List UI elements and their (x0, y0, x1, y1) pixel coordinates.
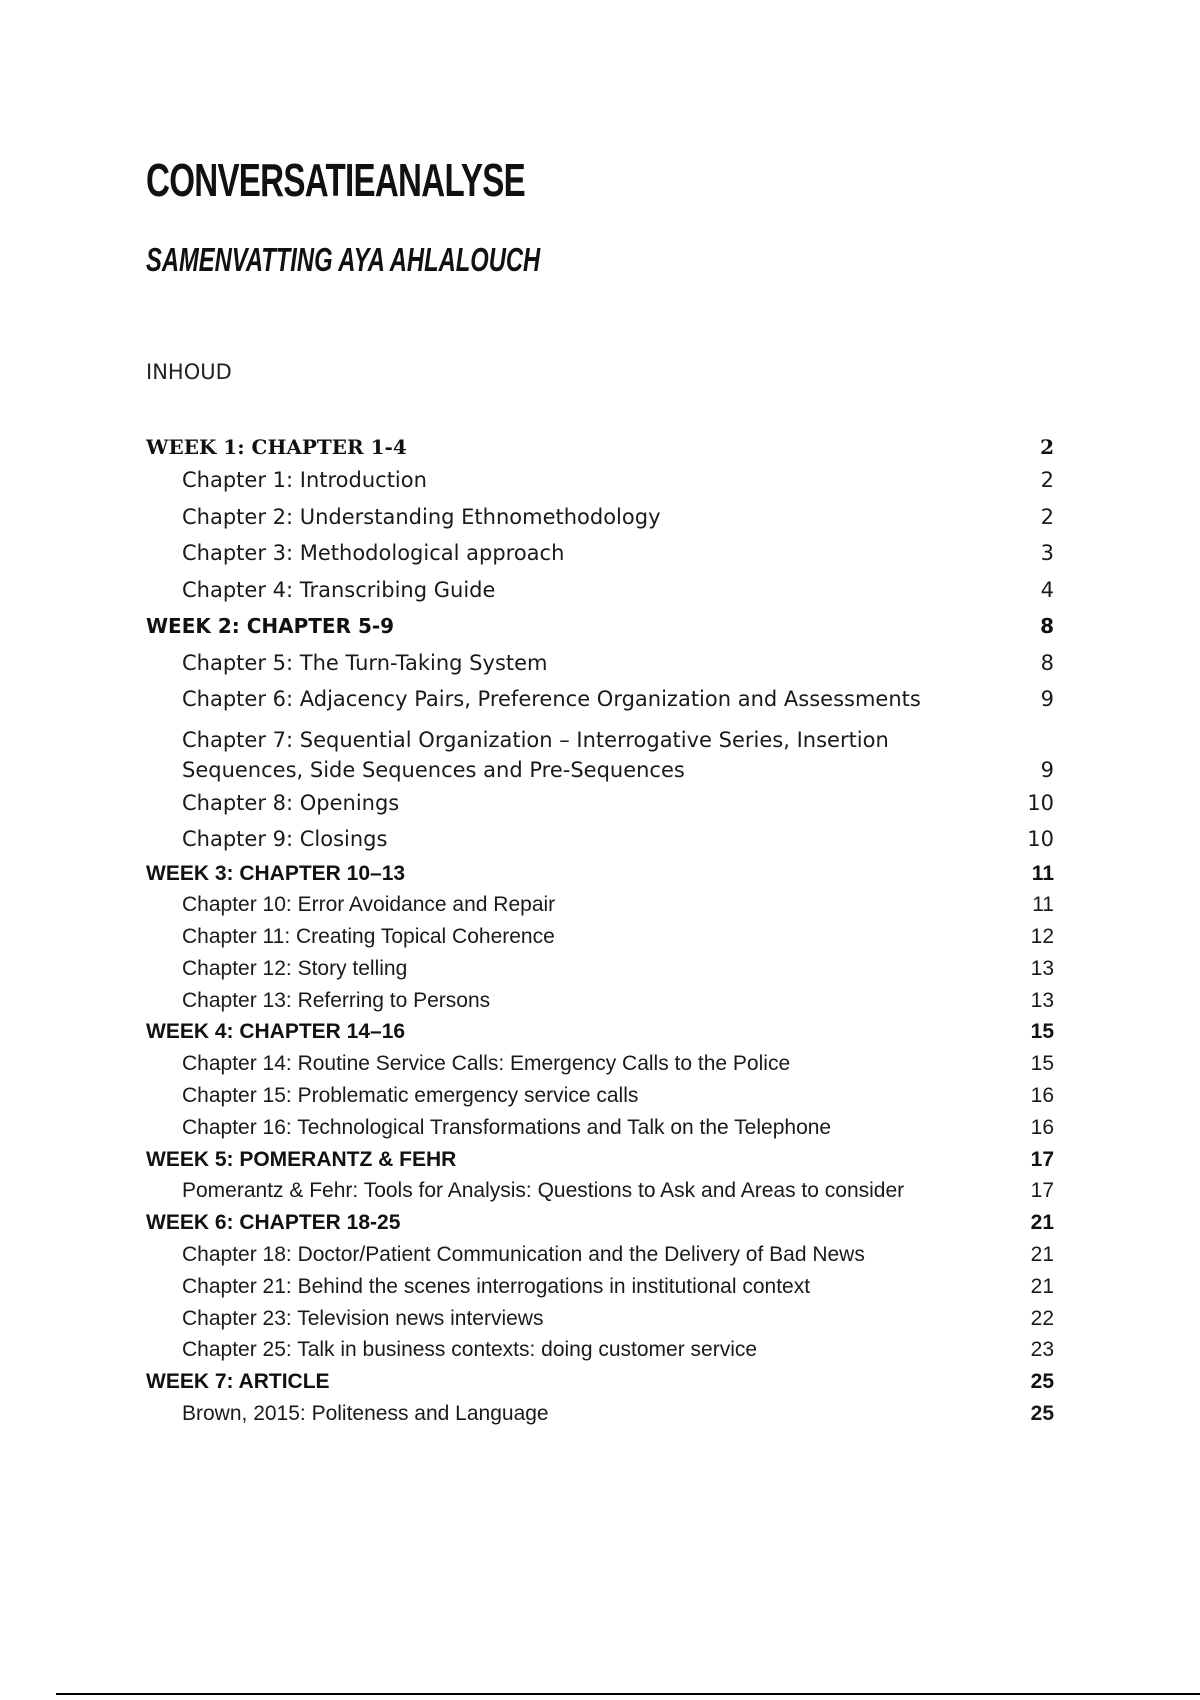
toc-brown-2015[interactable] (146, 1398, 1054, 1430)
toc-chapter-2[interactable] (146, 499, 1054, 536)
toc-week-6[interactable] (146, 1207, 1054, 1239)
toc-entry-label: Chapter 3: Methodological approach (182, 541, 565, 565)
table-of-contents (146, 433, 1054, 1430)
toc-chapter-12[interactable] (146, 953, 1054, 985)
toc-chapter-7[interactable] (146, 718, 1054, 785)
toc-page-number: 9 (1040, 687, 1054, 711)
toc-entry-label: WEEK 6: CHAPTER 18-25 (146, 1211, 401, 1235)
toc-entry-label: Chapter 6: Adjacency Pairs, Preference Organization and Assessments (182, 687, 921, 711)
toc-page-number: 15 (1030, 1020, 1054, 1044)
toc-entry-label: Chapter 13: Referring to Persons (182, 988, 491, 1012)
toc-entry-label: Chapter 15: Problematic emergency service calls (182, 1084, 639, 1108)
toc-week-5[interactable] (146, 1144, 1054, 1176)
toc-entry-label: Chapter 16: Technological Transformations and Talk on the Telephone (182, 1115, 832, 1139)
toc-chapter-8[interactable] (146, 785, 1054, 822)
toc-page-number: 22 (1030, 1306, 1054, 1330)
toc-page-number: 16 (1030, 1115, 1054, 1139)
toc-entry-label: Chapter 5: The Turn-Taking System (182, 650, 548, 675)
toc-chapter-4[interactable] (146, 572, 1054, 609)
toc-page-number: 15 (1030, 1052, 1054, 1076)
toc-page-number: 25 (1030, 1370, 1054, 1394)
toc-entry-label: WEEK 5: POMERANTZ & FEHR (146, 1147, 457, 1171)
toc-page-number: 17 (1030, 1179, 1054, 1203)
page-bottom-rule (56, 1693, 1200, 1695)
toc-chapter-23[interactable] (146, 1303, 1054, 1335)
toc-chapter-11[interactable] (146, 921, 1054, 953)
toc-chapter-25[interactable] (146, 1334, 1054, 1366)
toc-chapter-9[interactable] (146, 821, 1054, 858)
toc-page-number: 21 (1030, 1243, 1054, 1267)
toc-entry-label: WEEK 1: CHAPTER 1-4 (146, 435, 407, 459)
toc-page-number: 2 (1040, 504, 1054, 529)
toc-chapter-6[interactable] (146, 681, 1054, 718)
toc-page-number: 13 (1030, 988, 1054, 1012)
toc-page-number: 8 (1040, 614, 1054, 638)
toc-entry-label: Chapter 18: Doctor/Patient Communication and the Delivery of Bad News (182, 1243, 865, 1267)
toc-entry-label: Chapter 14: Routine Service Calls: Emergency Calls to the Police (182, 1052, 791, 1076)
toc-chapter-15[interactable] (146, 1080, 1054, 1112)
toc-page-number: 11 (1031, 861, 1054, 885)
toc-entry-label: Brown, 2015: Politeness and Language (182, 1402, 549, 1426)
toc-entry-label: Chapter 9: Closings (182, 827, 388, 851)
toc-chapter-10[interactable] (146, 889, 1054, 921)
toc-page-number: 2 (1040, 435, 1054, 459)
toc-chapter-21[interactable] (146, 1271, 1054, 1303)
toc-pomerantz-fehr[interactable] (146, 1175, 1054, 1207)
toc-chapter-14[interactable] (146, 1048, 1054, 1080)
toc-page-number: 11 (1032, 893, 1054, 917)
toc-page-number: 21 (1030, 1274, 1054, 1298)
toc-entry-label: Chapter 10: Error Avoidance and Repair (182, 893, 556, 917)
toc-entry-label: WEEK 2: CHAPTER 5-9 (146, 614, 395, 638)
document-title: CONVERSATIEANALYSE (146, 154, 526, 206)
toc-entry-label: WEEK 7: ARTICLE (146, 1370, 330, 1394)
toc-entry-label: Chapter 1: Introduction (182, 468, 427, 492)
toc-page-number: 4 (1040, 577, 1054, 602)
toc-entry-label: Chapter 8: Openings (182, 790, 400, 815)
toc-entry-label: Chapter 12: Story telling (182, 956, 408, 980)
toc-week-4[interactable] (146, 1016, 1054, 1048)
toc-chapter-16[interactable] (146, 1112, 1054, 1144)
toc-week-3[interactable] (146, 858, 1054, 890)
toc-entry-label: Chapter 2: Understanding Ethnomethodology (182, 504, 661, 529)
toc-page-number: 10 (1027, 790, 1054, 815)
toc-page-number: 12 (1030, 925, 1054, 949)
toc-chapter-18[interactable] (146, 1239, 1054, 1271)
toc-page-number: 8 (1040, 650, 1054, 675)
toc-chapter-3[interactable] (146, 535, 1054, 572)
toc-entry-label: Chapter 25: Talk in business contexts: doing customer service (182, 1338, 758, 1362)
toc-entry-label: Chapter 21: Behind the scenes interrogations in institutional context (182, 1274, 811, 1298)
toc-page-number: 21 (1030, 1211, 1054, 1235)
toc-week-2[interactable] (146, 608, 1054, 645)
toc-entry-label: Pomerantz & Fehr: Tools for Analysis: Questions to Ask and Areas to consider (182, 1179, 905, 1203)
document-subtitle: SAMENVATTING AYA AHLALOUCH (146, 241, 541, 278)
toc-chapter-1[interactable] (146, 462, 1054, 499)
toc-page-number: 17 (1030, 1147, 1054, 1171)
toc-entry-label: Chapter 4: Transcribing Guide (182, 577, 496, 602)
toc-page-number: 9 (1040, 757, 1054, 782)
toc-entry-label: WEEK 3: CHAPTER 10–13 (146, 861, 406, 885)
toc-entry-label: Chapter 11: Creating Topical Coherence (182, 925, 555, 949)
toc-chapter-5[interactable] (146, 645, 1054, 682)
toc-page-number: 25 (1030, 1402, 1054, 1426)
toc-entry-label: Chapter 23: Television news interviews (182, 1306, 544, 1330)
toc-chapter-13[interactable] (146, 985, 1054, 1017)
toc-heading: INHOUD (146, 360, 232, 384)
toc-page-number: 10 (1027, 827, 1054, 851)
toc-page-number: 16 (1030, 1084, 1054, 1108)
toc-entry-label: WEEK 4: CHAPTER 14–16 (146, 1020, 406, 1044)
toc-page-number: 23 (1030, 1338, 1054, 1362)
toc-week-1[interactable] (146, 433, 1054, 462)
toc-page-number: 3 (1040, 541, 1054, 565)
toc-page-number: 2 (1040, 468, 1054, 492)
toc-page-number: 13 (1030, 956, 1054, 980)
toc-entry-label: Chapter 7: Sequential Organization – Interrogative Series, Insertion Sequences, Side Sequences and Pre-Sequences (182, 727, 889, 782)
toc-week-7[interactable] (146, 1366, 1054, 1398)
